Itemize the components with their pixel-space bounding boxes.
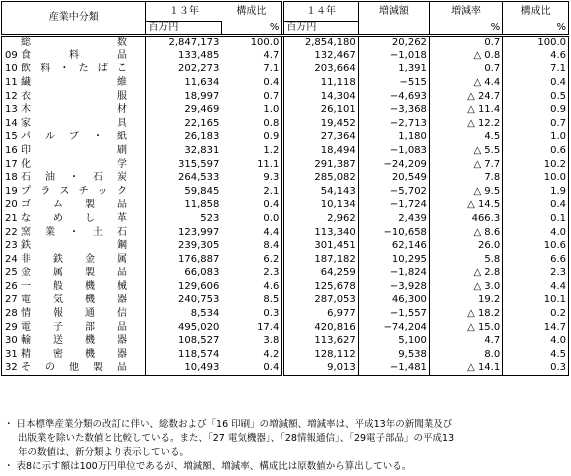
row-name: 鉄鋼: [21, 240, 127, 252]
cell-s13: 0.4: [263, 199, 280, 211]
cell-rate: △ 12.2: [429, 117, 502, 131]
cell-diff: −74,204: [358, 321, 429, 335]
cell-v14: 187,182: [283, 253, 358, 267]
table-row: [2, 321, 569, 335]
row-code: 20: [5, 199, 18, 211]
row-code: 10: [5, 63, 18, 75]
footnote-1a: ・ 日本標準産業分類の改訂に伴い、総数および「16 印刷」の増減額、増減率は、平成13年の新聞業及び: [4, 419, 453, 430]
footnote-1b: 出版業を除いた数値と比較している。また、「27 電気機器」、「28情報通信」、「29電子部品」の平成13: [18, 433, 455, 444]
row-code: 11: [5, 76, 18, 88]
footnote-1c: 年の数値は、新分類より表示している。: [18, 447, 190, 458]
row-name: 印刷: [21, 144, 127, 156]
cell-v14: 11,118: [283, 76, 358, 90]
cell-rate: 8.0: [429, 348, 502, 362]
row-code: 12: [5, 90, 18, 102]
header-share14: 構成比: [503, 2, 569, 22]
cell-rate: △ 3.0: [429, 280, 502, 294]
cell-s13: 4.7: [263, 49, 280, 61]
cell-rate: 7.8: [429, 171, 502, 185]
cell-s14: 100.0: [503, 36, 569, 50]
row-label: [2, 131, 146, 145]
table-row: [2, 117, 569, 131]
row-name: ゴム製品: [21, 199, 127, 211]
cell-v13: 495,020: [178, 321, 220, 333]
table-row: [2, 171, 569, 185]
row-label: [2, 185, 146, 199]
cell-rate: △ 14.5: [429, 199, 502, 213]
cell-s13: 0.0: [263, 212, 280, 224]
cell-s14: 4.5: [503, 348, 569, 362]
cell-rate: △ 11.4: [429, 103, 502, 117]
cell-v13: 66,083: [184, 267, 220, 279]
cell-rate: △ 15.0: [429, 321, 502, 335]
table-row: [2, 348, 569, 362]
cell-s13: 0.4: [221, 362, 282, 376]
cell-rate: △ 24.7: [429, 90, 502, 104]
row-code: 23: [5, 240, 18, 252]
row-label: [2, 280, 146, 294]
cell-diff: −10,658: [358, 226, 429, 240]
header-change: 増減額: [358, 2, 429, 22]
statistics-table: [1, 1, 569, 376]
row-name: 一般機械: [21, 280, 127, 292]
cell-s13: 100.0: [250, 37, 280, 48]
row-code: 29: [5, 321, 18, 333]
cell-s14: 10.0: [503, 171, 569, 185]
cell-rate: 4.7: [429, 334, 502, 348]
table-row: [2, 103, 569, 117]
unit-label-13: 百万円: [146, 22, 221, 36]
cell-rate: 0.7: [429, 63, 502, 77]
row-name: パルプ・紙: [21, 131, 127, 143]
footnotes: [4, 418, 568, 474]
table-row: [2, 144, 569, 158]
row-code: 26: [5, 280, 18, 292]
cell-diff: 1,391: [358, 63, 429, 77]
table-row: [2, 76, 569, 90]
cell-s13: 0.9: [263, 131, 280, 143]
cell-rate: △ 7.7: [429, 158, 502, 172]
cell-diff: 20,262: [358, 36, 429, 50]
cell-diff: −2,713: [358, 117, 429, 131]
cell-v14: 203,664: [283, 63, 358, 77]
table-row: [2, 185, 569, 199]
row-label: [2, 226, 146, 240]
cell-v13: 22,165: [184, 117, 220, 129]
row-name: 精密機器: [21, 348, 127, 360]
row-label: [2, 362, 146, 376]
cell-s13: 8.5: [263, 294, 280, 306]
row-code: 30: [5, 335, 18, 347]
cell-s13: 9.3: [263, 172, 280, 184]
cell-diff: 9,538: [358, 348, 429, 362]
cell-s14: 1.0: [503, 131, 569, 145]
cell-s13: 11.1: [257, 158, 280, 170]
cell-s13: 2.1: [263, 185, 280, 197]
table-row: [2, 362, 569, 376]
cell-diff: −3,928: [358, 280, 429, 294]
row-name: 電気機器: [21, 294, 127, 306]
cell-v13: 264,533: [178, 172, 220, 184]
cell-v14: 6,977: [283, 307, 358, 321]
cell-v14: 54,143: [283, 185, 358, 199]
row-name: 窯業・土石: [21, 226, 127, 238]
cell-v14: 420,816: [283, 321, 358, 335]
cell-diff: −1,824: [358, 267, 429, 281]
row-label: [2, 267, 146, 281]
row-label: [2, 36, 146, 50]
cell-v14: 18,494: [283, 144, 358, 158]
cell-v13: 29,469: [184, 104, 220, 116]
cell-rate: 466.3: [429, 212, 502, 226]
table-row: [2, 280, 569, 294]
cell-v14: 19,452: [283, 117, 358, 131]
table-row: [2, 226, 569, 240]
cell-v13: 26,183: [184, 131, 220, 143]
cell-v14: 113,340: [283, 226, 358, 240]
cell-s13: 8.4: [263, 240, 280, 252]
table-row: [2, 158, 569, 172]
cell-diff: 62,146: [358, 239, 429, 253]
cell-v14: 10,134: [283, 199, 358, 213]
cell-v14: 64,259: [283, 267, 358, 281]
row-code: 17: [5, 158, 18, 170]
cell-s13: 4.2: [263, 348, 280, 360]
cell-rate: △ 14.1: [429, 362, 502, 376]
cell-diff: 10,295: [358, 253, 429, 267]
table-row: [2, 294, 569, 308]
cell-rate: 4.5: [429, 131, 502, 145]
cell-s14: 0.7: [503, 117, 569, 131]
cell-diff: −1,724: [358, 199, 429, 213]
row-label: [2, 199, 146, 213]
cell-v14: 132,467: [283, 49, 358, 63]
row-label: [2, 348, 146, 362]
cell-rate: △ 5.5: [429, 144, 502, 158]
cell-s14: 1.9: [503, 185, 569, 199]
cell-s14: 14.7: [503, 321, 569, 335]
row-label: [2, 239, 146, 253]
cell-v13: 239,305: [178, 240, 220, 252]
cell-v13: 523: [200, 212, 220, 224]
cell-v13: 108,527: [178, 335, 220, 347]
cell-s14: 0.5: [503, 90, 569, 104]
cell-s13: 1.2: [263, 144, 280, 156]
cell-diff: 5,100: [358, 334, 429, 348]
table-row: [2, 212, 569, 226]
header-category: 産業中分類: [2, 2, 146, 36]
cell-s13: 7.1: [263, 63, 280, 75]
statistics-table-container: [1, 1, 569, 376]
cell-v14: 26,101: [283, 103, 358, 117]
row-label: [2, 321, 146, 335]
row-name: 非鉄金属: [21, 253, 127, 265]
cell-v14: 287,053: [283, 294, 358, 308]
cell-s14: 0.6: [503, 144, 569, 158]
row-code: 21: [5, 212, 18, 224]
row-name: 飲料・たばこ: [21, 63, 127, 75]
cell-v13: 11,634: [184, 76, 220, 88]
table-row: [2, 90, 569, 104]
cell-diff: 2,439: [358, 212, 429, 226]
row-name: 化学: [21, 158, 127, 170]
header-year13: １３年: [146, 2, 221, 22]
cell-s14: 0.9: [503, 103, 569, 117]
row-code: 28: [5, 308, 18, 320]
row-label: [2, 76, 146, 90]
cell-v13: 18,997: [184, 90, 220, 102]
cell-v14: 291,387: [283, 158, 358, 172]
table-row: [2, 131, 569, 145]
cell-v13: 59,845: [184, 185, 220, 197]
row-code: 24: [5, 253, 18, 265]
cell-rate: 19.2: [429, 294, 502, 308]
row-name: 総 数: [21, 37, 127, 48]
cell-rate: 5.8: [429, 253, 502, 267]
cell-s14: 10.1: [503, 294, 569, 308]
row-name: 金属製品: [21, 267, 127, 279]
cell-diff: 20,549: [358, 171, 429, 185]
row-code: 13: [5, 104, 18, 116]
cell-diff: 1,180: [358, 131, 429, 145]
footnote-2: ・ 表8に示す額は100万円単位であるが、増減額、増減率、構成比は原数値から算出している。: [4, 461, 412, 472]
header-rate: 増減率: [429, 2, 502, 22]
cell-s14: 4.0: [503, 334, 569, 348]
cell-s13: 0.7: [263, 90, 280, 102]
cell-diff: −24,209: [358, 158, 429, 172]
cell-s14: 7.1: [503, 63, 569, 77]
table-row: [2, 63, 569, 77]
cell-s14: 4.4: [503, 280, 569, 294]
cell-s14: 0.3: [503, 362, 569, 376]
cell-s14: 4.6: [503, 49, 569, 63]
cell-rate: △ 8.6: [429, 226, 502, 240]
cell-s14: 2.3: [503, 267, 569, 281]
pct-label-rate: %: [429, 22, 502, 36]
cell-v14: 113,627: [283, 334, 358, 348]
row-code: 19: [5, 185, 18, 197]
cell-v13: 11,858: [184, 199, 220, 211]
row-name: その他製品: [21, 362, 127, 374]
row-name: 衣服: [21, 90, 127, 102]
cell-s13: 0.8: [263, 117, 280, 129]
row-label: [2, 117, 146, 131]
row-code: 27: [5, 294, 18, 306]
cell-diff: −3,368: [358, 103, 429, 117]
cell-v14: 14,304: [283, 90, 358, 104]
table-row: [2, 199, 569, 213]
cell-diff: −515: [358, 76, 429, 90]
cell-v13: 315,597: [178, 158, 220, 170]
cell-v13: 133,485: [178, 49, 220, 61]
cell-v13: 202,273: [178, 63, 220, 75]
cell-v13: 8,534: [190, 308, 220, 320]
table-row: [2, 49, 569, 63]
pct-label-13: %: [221, 22, 282, 36]
cell-s13: 3.8: [263, 335, 280, 347]
cell-s13: 6.2: [263, 253, 280, 265]
cell-s14: 10.6: [503, 239, 569, 253]
row-label: [2, 334, 146, 348]
cell-s14: 0.4: [503, 76, 569, 90]
cell-rate: △ 2.8: [429, 267, 502, 281]
table-row: [2, 334, 569, 348]
cell-v13: 118,574: [178, 348, 220, 360]
cell-v13: 2,847,173: [168, 37, 220, 48]
row-code: 18: [5, 172, 18, 184]
cell-diff: −4,693: [358, 90, 429, 104]
table-row: [2, 267, 569, 281]
cell-s14: 0.2: [503, 307, 569, 321]
table-row: [2, 239, 569, 253]
table-body: [2, 36, 569, 376]
cell-v13: 240,753: [178, 294, 220, 306]
row-code: 16: [5, 144, 18, 156]
row-label: [2, 294, 146, 308]
row-name: プラスチック: [21, 185, 127, 197]
cell-rate: △ 18.2: [429, 307, 502, 321]
row-label: [2, 103, 146, 117]
row-name: 繊維: [21, 76, 127, 88]
row-name: なめし革: [21, 212, 127, 224]
row-code: 32: [5, 362, 18, 374]
row-name: 輸送機器: [21, 335, 127, 347]
cell-diff: −1,083: [358, 144, 429, 158]
cell-diff: −1,481: [358, 362, 429, 376]
cell-v14: 301,451: [283, 239, 358, 253]
cell-s13: 0.4: [263, 76, 280, 88]
row-name: 食料品: [21, 49, 127, 61]
cell-rate: 0.7: [429, 36, 502, 50]
cell-s13: 4.4: [263, 226, 280, 238]
table-row-total: [2, 36, 569, 50]
row-label: [2, 171, 146, 185]
unit-label-14: 百万円: [283, 22, 358, 36]
cell-s13: 2.3: [263, 267, 280, 279]
row-name: 情報通信: [21, 308, 127, 320]
cell-s14: 0.4: [503, 199, 569, 213]
row-code: 22: [5, 226, 18, 238]
row-code: 14: [5, 117, 18, 129]
cell-s13: 4.6: [263, 280, 280, 292]
table-row: [2, 253, 569, 267]
cell-v14: 285,082: [283, 171, 358, 185]
cell-s14: 0.1: [503, 212, 569, 226]
cell-v14: 2,854,180: [283, 36, 358, 50]
cell-s14: 4.0: [503, 226, 569, 240]
cell-diff: −1,018: [358, 49, 429, 63]
header-share13: 構成比: [221, 2, 282, 22]
cell-diff: −1,557: [358, 307, 429, 321]
cell-v13: 129,606: [178, 280, 220, 292]
cell-rate: △ 0.8: [429, 49, 502, 63]
cell-s14: 10.2: [503, 158, 569, 172]
row-code: 15: [5, 131, 18, 143]
cell-v14: 2,962: [283, 212, 358, 226]
row-label: [2, 307, 146, 321]
row-label: [2, 49, 146, 63]
cell-diff: 46,300: [358, 294, 429, 308]
table-row: [2, 307, 569, 321]
row-label: [2, 144, 146, 158]
cell-v14: 27,364: [283, 131, 358, 145]
cell-rate: △ 4.4: [429, 76, 502, 90]
row-label: [2, 90, 146, 104]
cell-v14: 125,678: [283, 280, 358, 294]
row-code: 31: [5, 348, 18, 360]
cell-rate: 26.0: [429, 239, 502, 253]
cell-s13: 0.3: [263, 308, 280, 320]
cell-s13: 1.0: [263, 104, 280, 116]
cell-v14: 9,013: [283, 362, 358, 376]
cell-s13: 17.4: [257, 321, 280, 333]
cell-v14: 128,112: [283, 348, 358, 362]
row-label: [2, 63, 146, 77]
pct-label-share14: %: [503, 22, 569, 36]
cell-v13: 176,887: [178, 253, 220, 265]
row-name: 木材: [21, 104, 127, 116]
row-name: 石油・石炭: [21, 172, 127, 184]
row-code: 09: [5, 49, 18, 61]
row-name: 電子部品: [21, 321, 127, 333]
cell-diff: −5,702: [358, 185, 429, 199]
cell-v13: 123,997: [178, 226, 220, 238]
cell-v13: 32,831: [184, 144, 220, 156]
row-label: [2, 253, 146, 267]
row-name: 家具: [21, 117, 127, 129]
row-label: [2, 158, 146, 172]
cell-rate: △ 9.5: [429, 185, 502, 199]
row-label: [2, 212, 146, 226]
header-year14: １４年: [283, 2, 358, 22]
unit-label-change: [358, 22, 429, 36]
row-code: 25: [5, 267, 18, 279]
cell-v13: 10,493: [146, 362, 221, 376]
cell-s14: 6.6: [503, 253, 569, 267]
